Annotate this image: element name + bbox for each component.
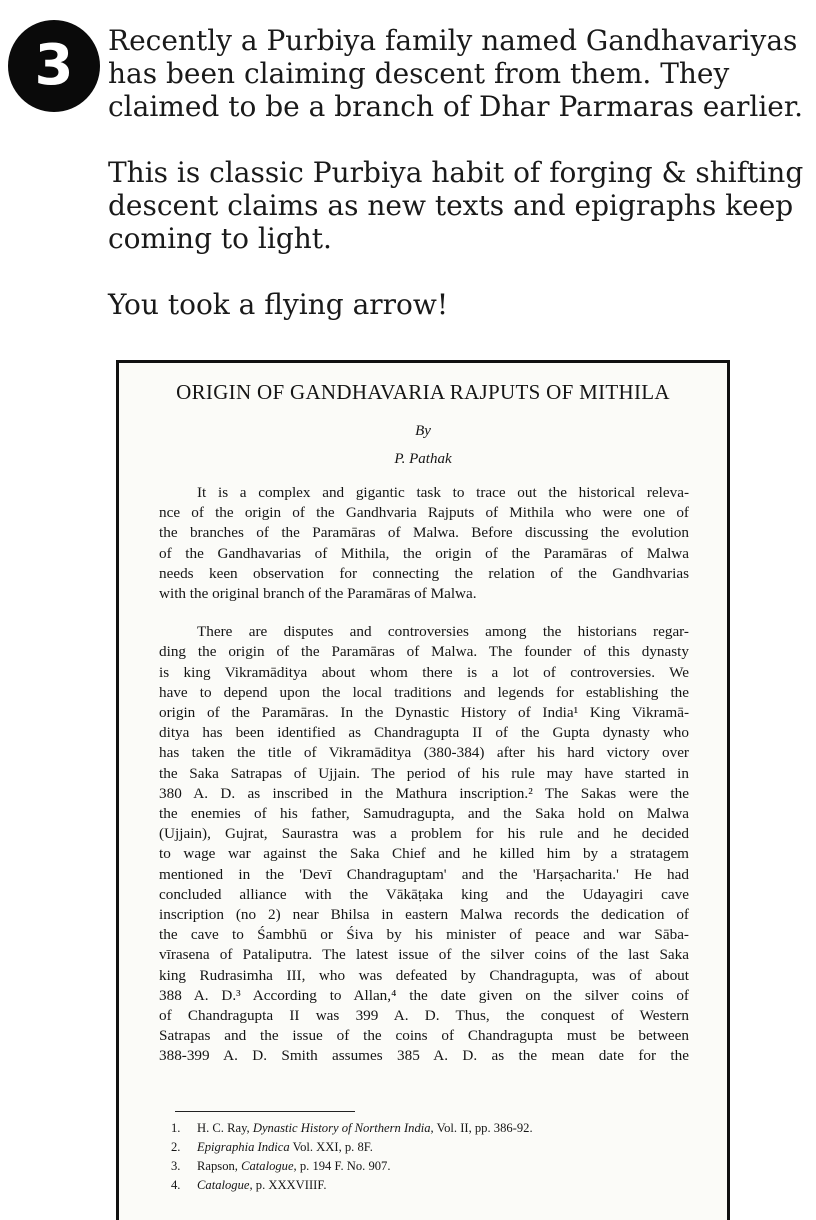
- document-paragraph-2: [159, 622, 689, 1066]
- document-line: It is a complex and gigantic task to trace out the historical releva-: [197, 484, 689, 501]
- footnotes: [171, 1119, 691, 1195]
- footnote-cite: Dynastic History of Northern India,: [252, 1121, 434, 1135]
- footnote-num: 1.: [171, 1121, 181, 1135]
- tweet-paragraph: Recently a Purbiya family named Gandhavariyas has been claiming descent from them. They claimed to be a branch of Dhar Parmaras earlier.: [108, 24, 804, 123]
- document-line: to wage war against the Saka Chief and he killed him by a stratagem: [159, 845, 689, 863]
- tweet-text: [108, 24, 808, 354]
- footnote-num: 4.: [171, 1178, 181, 1192]
- footnote-post: p. 194 F. No. 907.: [296, 1159, 391, 1173]
- document-line: There are disputes and controversies among the historians regar-: [197, 623, 689, 641]
- tweet-paragraph: This is classic Purbiya habit of forging & shifting descent claims as new texts and epigraphs keep coming to light.: [108, 156, 804, 255]
- footnote-post: Vol. II, pp. 386-92.: [433, 1121, 533, 1135]
- document-line: has taken the title of Vikramāditya (380-384) after his hard victory over: [159, 744, 689, 762]
- footnote: [171, 1176, 691, 1195]
- document-line: the Saka Satrapas of Ujjain. The period of his rule may have started in: [159, 764, 689, 782]
- document-line: inscription (no 2) near Bhilsa in eastern Malwa records the dedication of: [159, 906, 689, 924]
- footnote-pre: Rapson,: [197, 1159, 242, 1173]
- footnote-num: 2.: [171, 1140, 181, 1154]
- document-line: ditya has been identified as Chandragupta II of the Gupta dynasty who: [159, 724, 689, 742]
- document-line: mentioned in the 'Devī Chandraguptam' and the 'Harṣacharita.' He had: [159, 865, 689, 883]
- document-line: 388-399 A. D. Smith assumes 385 A. D. as the mean date for the: [159, 1047, 689, 1065]
- tweet-paragraph: You took a flying arrow!: [108, 288, 449, 321]
- document-line: nce of the origin of the Gandhvaria Rajputs of Mithila who were one of: [159, 504, 689, 522]
- document-line: the enemies of his father, Samudragupta, and the Saka hold on Malwa: [159, 805, 689, 823]
- document-line: 388 A. D.³ According to Allan,⁴ the date given on the silver coins of: [159, 986, 689, 1004]
- footnote-pre: H. C. Ray,: [197, 1121, 253, 1135]
- footnote-cite: Catalogue,: [241, 1159, 297, 1173]
- step-number-badge: [8, 20, 100, 112]
- footnote: [171, 1119, 691, 1138]
- document-line: (Ujjain), Gujrat, Saurastra was a problem for his rule and he decided: [159, 825, 689, 843]
- document-line: Satrapas and the issue of the coins of Chandragupta must be between: [159, 1027, 689, 1045]
- document-body: [159, 483, 689, 1085]
- document-line: the branches of the Paramāras of Malwa. Before discussing the evolution: [159, 524, 689, 542]
- document-line: 380 A. D. as inscribed in the Mathura inscription.² The Sakas were the: [159, 784, 689, 802]
- document-line: of Chandragupta II was 399 A. D. Thus, the conquest of Western: [159, 1007, 689, 1025]
- document-line: the cave to Śambhū or Śiva by his minister of peace and war Sāba-: [159, 926, 689, 944]
- footnote-cite: Catalogue,: [197, 1178, 253, 1192]
- document-line: is king Vikramāditya about whom there is a lot of controversies. We: [159, 663, 689, 681]
- document-author: P. Pathak: [394, 451, 452, 467]
- document-line: vīrasena of Pataliputra. The latest issue of the silver coins of the last Saka: [159, 946, 689, 964]
- footnote: [171, 1138, 691, 1157]
- document-paragraph-1: [159, 483, 689, 604]
- document-line: have to depend upon the local traditions and legends for establishing the: [159, 683, 689, 701]
- footnote-post: Vol. XXI, p. 8F.: [289, 1140, 373, 1154]
- document-title: ORIGIN OF GANDHAVARIA RAJPUTS OF MITHILA: [176, 380, 670, 404]
- footnote: [171, 1157, 691, 1176]
- document-line: origin of the Paramāras. In the Dynastic History of India¹ King Vikramā-: [159, 704, 689, 722]
- document-line: concluded alliance with the Vākāṭaka king and the Udayagiri cave: [159, 885, 689, 903]
- document-scan-image[interactable]: [116, 360, 730, 1220]
- footnote-divider: [175, 1111, 355, 1112]
- document-line: of the Gandhavarias of Mithila, the origin of the Paramāras of Malwa: [159, 544, 689, 562]
- document-line: needs keen observation for connecting the relation of the Gandhvarias: [159, 564, 689, 582]
- document-line: ding the origin of the Paramāras of Malwa. The founder of this dynasty: [159, 643, 689, 661]
- footnote-num: 3.: [171, 1159, 181, 1173]
- document-line: with the original branch of the Paramāras of Malwa.: [159, 585, 477, 603]
- document-byline: By: [415, 423, 431, 439]
- footnote-post: p. XXXVIIIF.: [252, 1178, 327, 1192]
- footnote-cite: Epigraphia Indica: [197, 1140, 290, 1154]
- step-number: 3: [34, 33, 74, 98]
- document-line: king Rudrasimha III, who was defeated by Chandragupta, was of about: [159, 966, 689, 984]
